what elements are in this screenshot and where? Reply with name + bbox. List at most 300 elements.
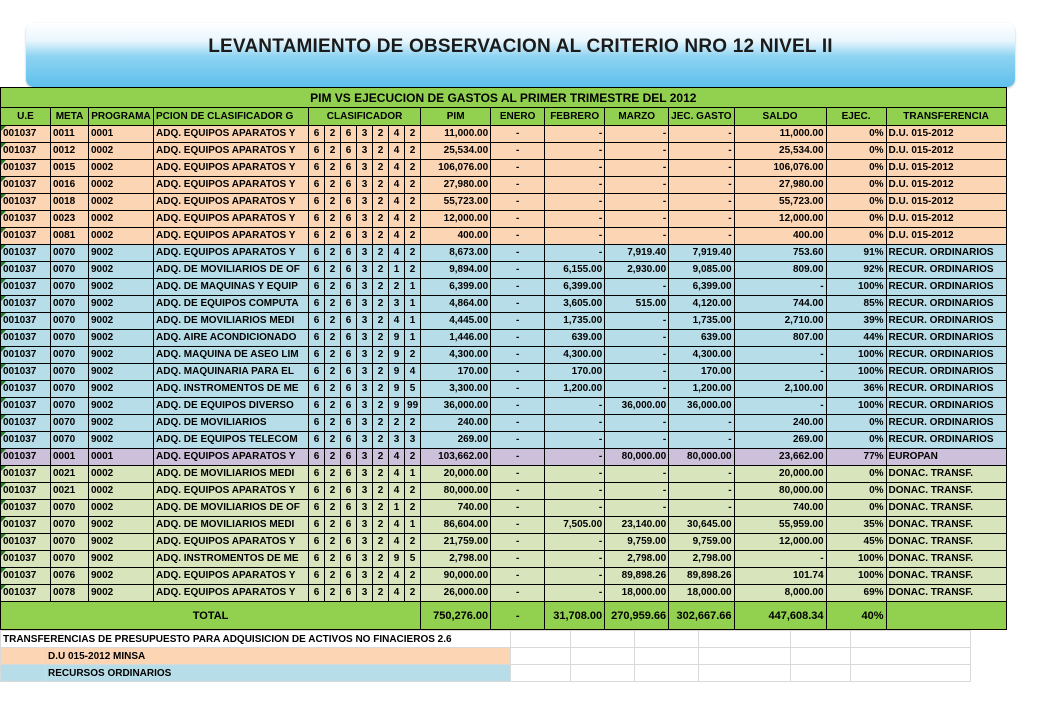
cell-clasif-6: 4 (389, 245, 405, 262)
cell-ejec: 0% (826, 126, 886, 143)
header-pim: PIM (421, 108, 491, 126)
table-row (1, 296, 1007, 313)
cell-clasif-3: 6 (341, 126, 357, 143)
cell-ejec-gasto: 36,000.00 (669, 398, 734, 415)
cell-clasif-3: 6 (341, 313, 357, 330)
cell-ejec-gasto: - (669, 177, 734, 194)
cell-marzo: - (605, 483, 669, 500)
cell-clasif-2: 2 (325, 330, 341, 347)
table-row (1, 160, 1007, 177)
cell-clasif-6: 9 (389, 347, 405, 364)
cell-enero: - (491, 551, 545, 568)
cell-ue: 001037 (1, 228, 51, 245)
cell-enero: - (491, 483, 545, 500)
cell-clasif-5: 2 (373, 313, 389, 330)
cell-ejec: 100% (826, 347, 886, 364)
table-row (1, 228, 1007, 245)
cell-febrero: 6,155.00 (545, 262, 605, 279)
total-febrero: 31,708.00 (545, 602, 605, 630)
cell-programa: 9002 (89, 296, 154, 313)
cell-programa: 9002 (89, 517, 154, 534)
cell-saldo: 25,534.00 (734, 143, 826, 160)
cell-clasif-6: 4 (389, 313, 405, 330)
header-enero: ENERO (491, 108, 545, 126)
cell-marzo: - (605, 313, 669, 330)
cell-clasif-2: 2 (325, 483, 341, 500)
cell-descripcion: ADQ. EQUIPOS APARATOS Y (154, 228, 309, 245)
cell-clasif-7: 2 (405, 177, 421, 194)
cell-clasif-3: 6 (341, 330, 357, 347)
cell-clasif-3: 6 (341, 483, 357, 500)
cell-clasif-3: 6 (341, 245, 357, 262)
cell-ejec: 0% (826, 211, 886, 228)
cell-transferencia: D.U. 015-2012 (886, 194, 1006, 211)
cell-febrero: 4,300.00 (545, 347, 605, 364)
table-row (1, 279, 1007, 296)
cell-programa: 9002 (89, 262, 154, 279)
cell-meta: 0070 (51, 296, 89, 313)
cell-ue: 001037 (1, 415, 51, 432)
cell-transferencia: RECUR. ORDINARIOS (886, 330, 1006, 347)
cell-meta: 0070 (51, 534, 89, 551)
empty-cell (699, 648, 791, 665)
table-row (1, 432, 1007, 449)
cell-enero: - (491, 500, 545, 517)
cell-pim: 3,300.00 (421, 381, 491, 398)
cell-transferencia: RECUR. ORDINARIOS (886, 279, 1006, 296)
legend-label-ro: RECURSOS ORDINARIOS (46, 665, 511, 682)
cell-clasif-4: 3 (357, 245, 373, 262)
cell-pim: 103,662.00 (421, 449, 491, 466)
cell-marzo: - (605, 381, 669, 398)
cell-ejec-gasto: - (669, 432, 734, 449)
cell-clasif-2: 2 (325, 347, 341, 364)
cell-clasif-6: 4 (389, 534, 405, 551)
cell-clasif-3: 6 (341, 160, 357, 177)
cell-ejec-gasto: 89,898.26 (669, 568, 734, 585)
cell-pim: 1,446.00 (421, 330, 491, 347)
cell-saldo: 27,980.00 (734, 177, 826, 194)
cell-ejec-gasto: 1,735.00 (669, 313, 734, 330)
cell-ejec: 0% (826, 483, 886, 500)
cell-ejec: 0% (826, 415, 886, 432)
empty-cell (511, 631, 571, 648)
cell-marzo: 9,759.00 (605, 534, 669, 551)
legend-title-row (1, 631, 971, 648)
cell-ejec-gasto: - (669, 415, 734, 432)
cell-ejec: 0% (826, 177, 886, 194)
cell-clasif-1: 6 (309, 585, 325, 602)
cell-clasif-1: 6 (309, 279, 325, 296)
cell-marzo: 515.00 (605, 296, 669, 313)
table-row (1, 415, 1007, 432)
cell-marzo: 89,898.26 (605, 568, 669, 585)
cell-clasif-7: 4 (405, 364, 421, 381)
cell-clasif-7: 2 (405, 228, 421, 245)
cell-transferencia: D.U. 015-2012 (886, 126, 1006, 143)
cell-programa: 0001 (89, 126, 154, 143)
cell-clasif-3: 6 (341, 449, 357, 466)
cell-clasif-5: 2 (373, 415, 389, 432)
cell-transferencia: RECUR. ORDINARIOS (886, 313, 1006, 330)
cell-febrero: 3,605.00 (545, 296, 605, 313)
table-row (1, 126, 1007, 143)
cell-clasif-6: 9 (389, 551, 405, 568)
cell-clasif-3: 6 (341, 211, 357, 228)
cell-saldo: 8,000.00 (734, 585, 826, 602)
cell-enero: - (491, 177, 545, 194)
cell-clasif-4: 3 (357, 296, 373, 313)
cell-enero: - (491, 466, 545, 483)
cell-clasif-2: 2 (325, 194, 341, 211)
cell-clasif-2: 2 (325, 381, 341, 398)
cell-ejec-gasto: 9,085.00 (669, 262, 734, 279)
header-saldo: SALDO (734, 108, 826, 126)
cell-meta: 0070 (51, 330, 89, 347)
cell-febrero: - (545, 245, 605, 262)
cell-ejec: 85% (826, 296, 886, 313)
table-row (1, 194, 1007, 211)
total-ejec-gasto: 302,667.66 (669, 602, 734, 630)
cell-saldo: 809.00 (734, 262, 826, 279)
header-transferencia: TRANSFERENCIA (886, 108, 1006, 126)
cell-enero: - (491, 517, 545, 534)
cell-clasif-1: 6 (309, 381, 325, 398)
cell-saldo: 101.74 (734, 568, 826, 585)
cell-febrero: - (545, 551, 605, 568)
empty-cell (635, 648, 699, 665)
cell-saldo: 2,710.00 (734, 313, 826, 330)
cell-programa: 9002 (89, 381, 154, 398)
cell-febrero: 1,200.00 (545, 381, 605, 398)
cell-programa: 0002 (89, 228, 154, 245)
cell-clasif-5: 2 (373, 568, 389, 585)
table-row (1, 517, 1007, 534)
cell-transferencia: D.U. 015-2012 (886, 228, 1006, 245)
cell-programa: 0002 (89, 143, 154, 160)
cell-saldo: 20,000.00 (734, 466, 826, 483)
cell-clasif-7: 2 (405, 500, 421, 517)
cell-saldo: 106,076.00 (734, 160, 826, 177)
cell-clasif-1: 6 (309, 534, 325, 551)
cell-ejec-gasto: - (669, 194, 734, 211)
cell-clasif-7: 2 (405, 347, 421, 364)
cell-ue: 001037 (1, 466, 51, 483)
cell-transferencia: DONAC. TRANSF. (886, 534, 1006, 551)
cell-febrero: - (545, 160, 605, 177)
table-row (1, 347, 1007, 364)
cell-clasif-7: 1 (405, 466, 421, 483)
cell-clasif-7: 1 (405, 279, 421, 296)
cell-ue: 001037 (1, 483, 51, 500)
cell-enero: - (491, 415, 545, 432)
cell-enero: - (491, 228, 545, 245)
cell-ue: 001037 (1, 245, 51, 262)
cell-clasif-3: 6 (341, 585, 357, 602)
cell-saldo: 12,000.00 (734, 211, 826, 228)
cell-enero: - (491, 126, 545, 143)
cell-ejec-gasto: 4,120.00 (669, 296, 734, 313)
cell-clasif-5: 2 (373, 500, 389, 517)
cell-pim: 25,534.00 (421, 143, 491, 160)
cell-marzo: 2,930.00 (605, 262, 669, 279)
cell-clasif-5: 2 (373, 585, 389, 602)
cell-marzo: 2,798.00 (605, 551, 669, 568)
cell-pim: 12,000.00 (421, 211, 491, 228)
cell-ue: 001037 (1, 330, 51, 347)
cell-clasif-4: 3 (357, 500, 373, 517)
cell-saldo: 2,100.00 (734, 381, 826, 398)
cell-pim: 240.00 (421, 415, 491, 432)
cell-pim: 170.00 (421, 364, 491, 381)
cell-descripcion: ADQ. DE MOVILIARIOS DE OF (154, 262, 309, 279)
cell-clasif-1: 6 (309, 228, 325, 245)
cell-ejec: 100% (826, 551, 886, 568)
cell-clasif-1: 6 (309, 415, 325, 432)
cell-programa: 9002 (89, 585, 154, 602)
cell-descripcion: ADQ. AIRE ACONDICIONADO (154, 330, 309, 347)
cell-descripcion: ADQ. EQUIPOS APARATOS Y (154, 534, 309, 551)
cell-transferencia: D.U. 015-2012 (886, 211, 1006, 228)
table-row (1, 568, 1007, 585)
cell-ejec-gasto: - (669, 211, 734, 228)
cell-clasif-1: 6 (309, 398, 325, 415)
cell-clasif-7: 2 (405, 262, 421, 279)
cell-clasif-1: 6 (309, 347, 325, 364)
cell-clasif-5: 2 (373, 126, 389, 143)
cell-clasif-6: 4 (389, 177, 405, 194)
cell-clasif-4: 3 (357, 585, 373, 602)
cell-pim: 36,000.00 (421, 398, 491, 415)
budget-table (0, 87, 1007, 630)
cell-descripcion: ADQ. DE EQUIPOS TELECOM (154, 432, 309, 449)
cell-enero: - (491, 398, 545, 415)
cell-ue: 001037 (1, 211, 51, 228)
cell-clasif-1: 6 (309, 500, 325, 517)
cell-transferencia: RECUR. ORDINARIOS (886, 262, 1006, 279)
cell-ejec: 100% (826, 279, 886, 296)
cell-saldo: 55,959.00 (734, 517, 826, 534)
cell-ue: 001037 (1, 585, 51, 602)
cell-ue: 001037 (1, 160, 51, 177)
cell-ue: 001037 (1, 517, 51, 534)
cell-pim: 9,894.00 (421, 262, 491, 279)
cell-clasif-2: 2 (325, 585, 341, 602)
legend-label-du: D.U 015-2012 MINSA (46, 648, 511, 665)
cell-transferencia: EUROPAN (886, 449, 1006, 466)
cell-programa: 9002 (89, 330, 154, 347)
cell-clasif-7: 2 (405, 126, 421, 143)
cell-saldo: - (734, 551, 826, 568)
cell-clasif-6: 4 (389, 143, 405, 160)
cell-enero: - (491, 160, 545, 177)
cell-ejec: 0% (826, 466, 886, 483)
cell-pim: 27,980.00 (421, 177, 491, 194)
cell-clasif-1: 6 (309, 211, 325, 228)
cell-ue: 001037 (1, 296, 51, 313)
cell-programa: 9002 (89, 364, 154, 381)
cell-saldo: - (734, 398, 826, 415)
cell-ejec-gasto: - (669, 500, 734, 517)
cell-clasif-3: 6 (341, 228, 357, 245)
cell-clasif-1: 6 (309, 432, 325, 449)
cell-ejec: 100% (826, 364, 886, 381)
empty-cell (571, 665, 635, 682)
cell-saldo: 80,000.00 (734, 483, 826, 500)
cell-clasif-2: 2 (325, 415, 341, 432)
cell-clasif-2: 2 (325, 262, 341, 279)
cell-meta: 0081 (51, 228, 89, 245)
cell-clasif-3: 6 (341, 551, 357, 568)
cell-clasif-7: 1 (405, 296, 421, 313)
cell-marzo: - (605, 347, 669, 364)
cell-clasif-6: 3 (389, 296, 405, 313)
cell-clasif-1: 6 (309, 568, 325, 585)
cell-ejec-gasto: - (669, 160, 734, 177)
cell-saldo: 12,000.00 (734, 534, 826, 551)
cell-clasif-2: 2 (325, 211, 341, 228)
cell-clasif-6: 4 (389, 517, 405, 534)
cell-meta: 0070 (51, 364, 89, 381)
cell-transferencia: RECUR. ORDINARIOS (886, 415, 1006, 432)
cell-febrero: 1,735.00 (545, 313, 605, 330)
cell-enero: - (491, 432, 545, 449)
legend-swatch-du (1, 648, 46, 665)
cell-transferencia: RECUR. ORDINARIOS (886, 347, 1006, 364)
cell-febrero: - (545, 228, 605, 245)
cell-enero: - (491, 262, 545, 279)
cell-clasif-2: 2 (325, 228, 341, 245)
empty-cell (635, 665, 699, 682)
cell-ue: 001037 (1, 313, 51, 330)
cell-clasif-5: 2 (373, 143, 389, 160)
total-row (1, 602, 1007, 630)
cell-programa: 9002 (89, 313, 154, 330)
cell-clasif-5: 2 (373, 398, 389, 415)
cell-febrero: - (545, 483, 605, 500)
cell-descripcion: ADQ. DE MAQUINAS Y EQUIP (154, 279, 309, 296)
cell-clasif-6: 9 (389, 364, 405, 381)
legend-item-du (1, 648, 971, 665)
cell-programa: 9002 (89, 398, 154, 415)
cell-clasif-7: 2 (405, 143, 421, 160)
cell-clasif-1: 6 (309, 126, 325, 143)
cell-clasif-5: 2 (373, 279, 389, 296)
cell-enero: - (491, 313, 545, 330)
cell-clasif-4: 3 (357, 228, 373, 245)
header-clasificador: CLASIFICADOR (309, 108, 421, 126)
table-row (1, 143, 1007, 160)
cell-programa: 9002 (89, 534, 154, 551)
cell-descripcion: ADQ. DE MOVILIARIOS (154, 415, 309, 432)
cell-transferencia: RECUR. ORDINARIOS (886, 296, 1006, 313)
cell-ue: 001037 (1, 551, 51, 568)
cell-clasif-5: 2 (373, 347, 389, 364)
cell-programa: 9002 (89, 245, 154, 262)
cell-clasif-4: 3 (357, 160, 373, 177)
cell-clasif-7: 2 (405, 245, 421, 262)
cell-clasif-2: 2 (325, 245, 341, 262)
cell-febrero: 7,505.00 (545, 517, 605, 534)
cell-clasif-4: 3 (357, 449, 373, 466)
cell-ejec: 0% (826, 432, 886, 449)
cell-transferencia: RECUR. ORDINARIOS (886, 364, 1006, 381)
cell-clasif-3: 6 (341, 364, 357, 381)
cell-meta: 0070 (51, 415, 89, 432)
cell-meta: 0012 (51, 143, 89, 160)
cell-clasif-7: 1 (405, 313, 421, 330)
cell-pim: 55,723.00 (421, 194, 491, 211)
cell-clasif-4: 3 (357, 432, 373, 449)
cell-descripcion: ADQ. MAQUINA DE ASEO LIM (154, 347, 309, 364)
cell-clasif-5: 2 (373, 534, 389, 551)
table-row (1, 500, 1007, 517)
cell-clasif-7: 2 (405, 194, 421, 211)
cell-clasif-6: 4 (389, 568, 405, 585)
cell-clasif-5: 2 (373, 449, 389, 466)
cell-pim: 4,445.00 (421, 313, 491, 330)
cell-clasif-4: 3 (357, 194, 373, 211)
cell-clasif-1: 6 (309, 194, 325, 211)
cell-descripcion: ADQ. EQUIPOS APARATOS Y (154, 143, 309, 160)
table-row (1, 466, 1007, 483)
total-saldo: 447,608.34 (734, 602, 826, 630)
cell-ejec-gasto: 6,399.00 (669, 279, 734, 296)
cell-marzo: - (605, 500, 669, 517)
cell-marzo: - (605, 432, 669, 449)
cell-ejec: 91% (826, 245, 886, 262)
header-programa: PROGRAMA (89, 108, 154, 126)
cell-ejec-gasto: 80,000.00 (669, 449, 734, 466)
cell-ejec: 100% (826, 568, 886, 585)
cell-pim: 106,076.00 (421, 160, 491, 177)
cell-descripcion: ADQ. MAQUINARIA PARA EL (154, 364, 309, 381)
cell-marzo: - (605, 466, 669, 483)
cell-clasif-2: 2 (325, 143, 341, 160)
cell-enero: - (491, 143, 545, 160)
cell-febrero: - (545, 211, 605, 228)
legend-table (0, 630, 971, 682)
empty-cell (511, 648, 571, 665)
cell-clasif-3: 6 (341, 432, 357, 449)
cell-febrero: - (545, 449, 605, 466)
total-marzo: 270,959.66 (605, 602, 669, 630)
cell-pim: 21,759.00 (421, 534, 491, 551)
cell-pim: 4,864.00 (421, 296, 491, 313)
cell-clasif-1: 6 (309, 245, 325, 262)
cell-clasif-5: 2 (373, 432, 389, 449)
total-pim: 750,276.00 (421, 602, 491, 630)
empty-cell (791, 648, 851, 665)
table-title: PIM VS EJECUCION DE GASTOS AL PRIMER TRIMESTRE DEL 2012 (1, 88, 1007, 108)
cell-descripcion: ADQ. INSTROMENTOS DE ME (154, 551, 309, 568)
cell-transferencia: D.U. 015-2012 (886, 177, 1006, 194)
cell-pim: 740.00 (421, 500, 491, 517)
header-ejec: EJEC. (826, 108, 886, 126)
cell-clasif-1: 6 (309, 143, 325, 160)
cell-ue: 001037 (1, 398, 51, 415)
cell-descripcion: ADQ. EQUIPOS APARATOS Y (154, 245, 309, 262)
cell-clasif-5: 2 (373, 381, 389, 398)
cell-ue: 001037 (1, 432, 51, 449)
cell-clasif-7: 1 (405, 517, 421, 534)
cell-febrero: - (545, 177, 605, 194)
cell-meta: 0016 (51, 177, 89, 194)
cell-ejec-gasto: 9,759.00 (669, 534, 734, 551)
cell-clasif-3: 6 (341, 262, 357, 279)
cell-febrero: 639.00 (545, 330, 605, 347)
cell-clasif-6: 9 (389, 330, 405, 347)
